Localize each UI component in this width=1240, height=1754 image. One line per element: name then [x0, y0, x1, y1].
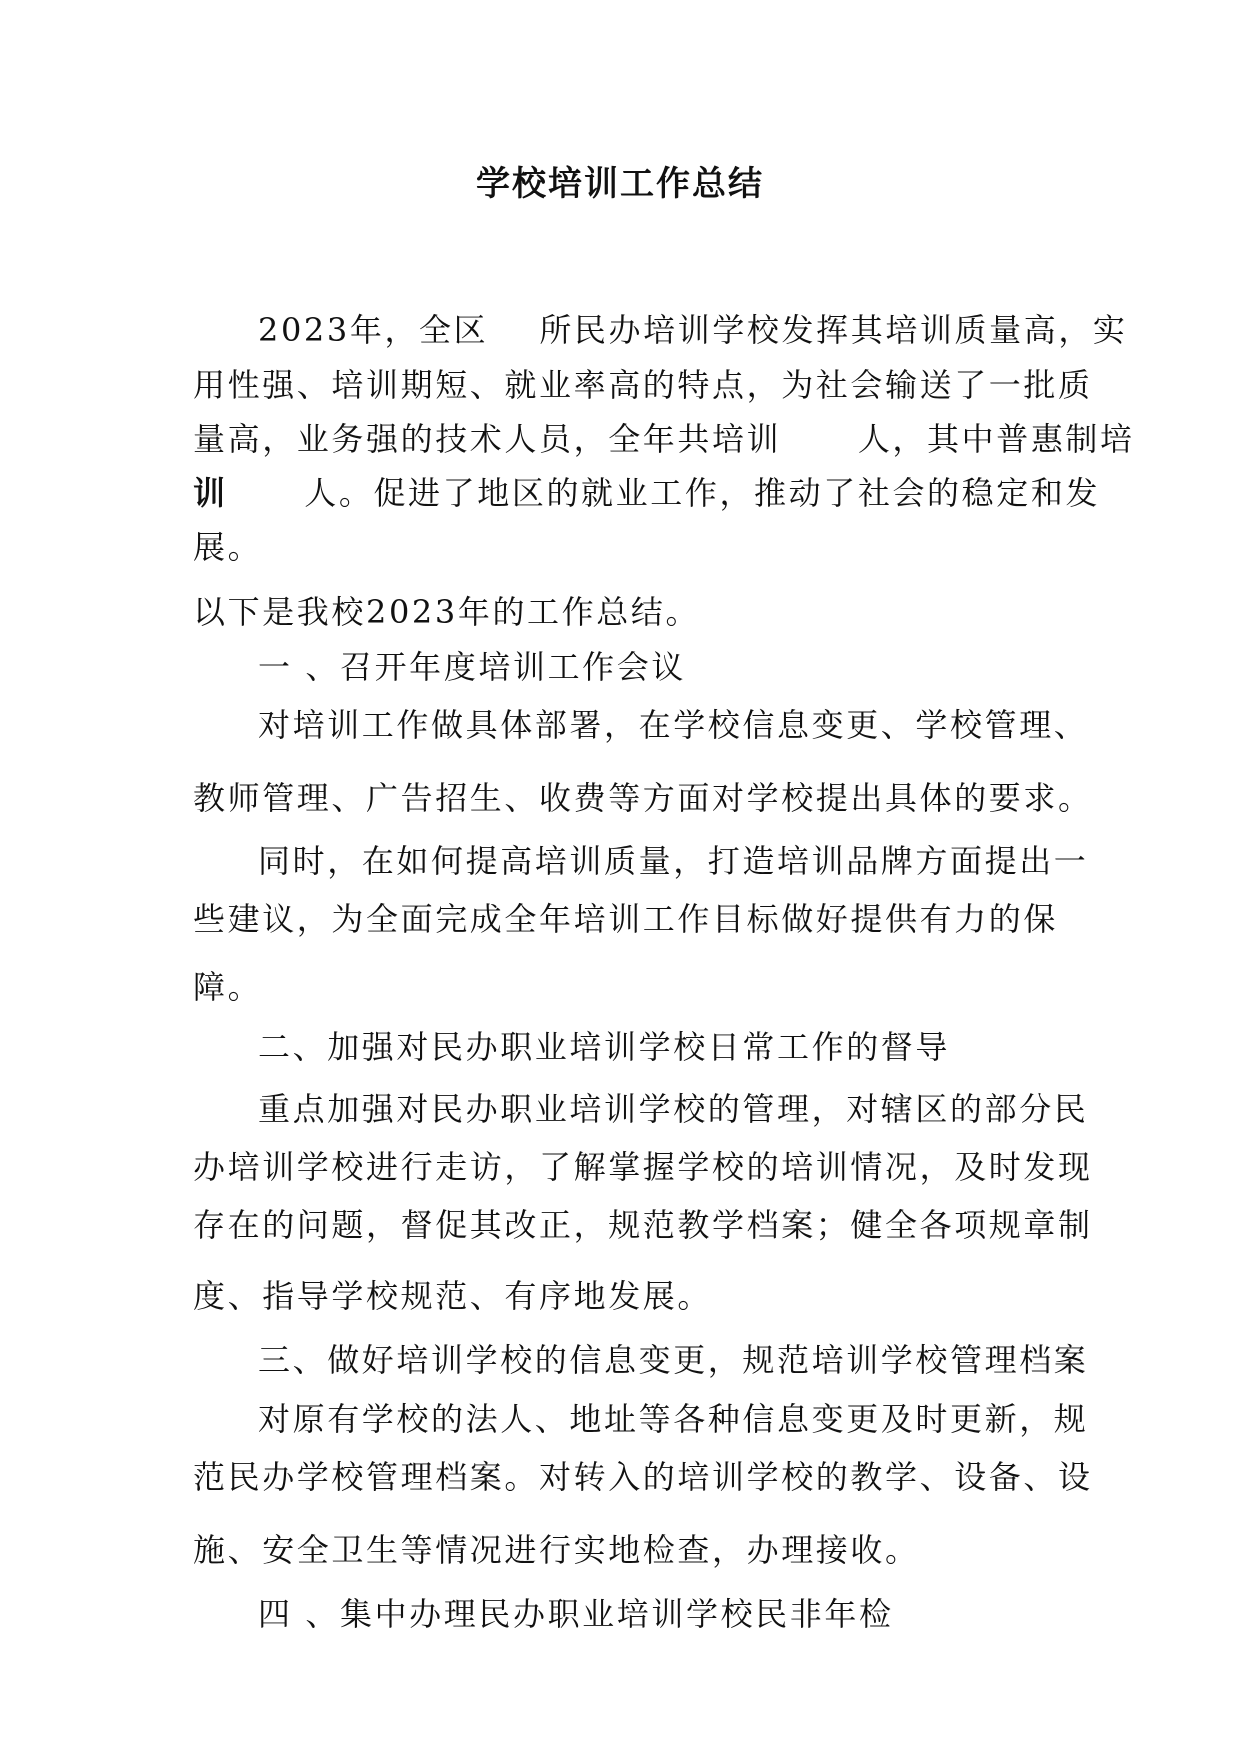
section-2-line-3: 存在的问题，督促其改正，规范教学档案；健全各项规章制	[193, 1206, 1093, 1244]
section-2-heading: 二、加强对民办职业培训学校日常工作的督导	[258, 1028, 951, 1066]
section-2-line-2: 办培训学校进行走访，了解掌握学校的培训情况，及时发现	[193, 1148, 1093, 1186]
paragraph-1-line-3: 量高，业务强的技术人员，全年共培训 人，其中普惠制培	[193, 420, 1135, 458]
section-2-line-4: 度、指导学校规范、有序地发展。	[193, 1277, 713, 1315]
paragraph-1-line-5: 展。	[193, 528, 263, 566]
section-1-line-4: 些建议，为全面完成全年培训工作目标做好提供有力的保	[193, 900, 1059, 938]
paragraph-1-line-4	[193, 471, 1100, 515]
section-2-line-1: 重点加强对民办职业培训学校的管理，对辖区的部分民	[258, 1090, 1089, 1128]
section-3-line-1: 对原有学校的法人、地址等各种信息变更及时更新，规	[258, 1400, 1089, 1438]
section-1-line-5: 障。	[193, 968, 263, 1006]
intro-line: 以下是我校2023年的工作总结。	[193, 593, 701, 631]
paragraph-1-line-4-rest: 人。促进了地区的就业工作，推动了社会的稳定和发	[227, 474, 1101, 512]
section-3-heading: 三、做好培训学校的信息变更，规范培训学校管理档案	[258, 1341, 1089, 1379]
document-title: 学校培训工作总结	[476, 164, 764, 204]
section-3-line-2: 范民办学校管理档案。对转入的培训学校的教学、设备、设	[193, 1458, 1093, 1496]
section-1-heading: 一 、召开年度培训工作会议	[258, 648, 686, 686]
paragraph-1-line-1: 2023年，全区 所民办培训学校发挥其培训质量高，实	[258, 311, 1128, 349]
section-1-line-3: 同时，在如何提高培训质量，打造培训品牌方面提出一	[258, 842, 1089, 880]
section-3-line-3: 施、安全卫生等情况进行实地检查，办理接收。	[193, 1531, 920, 1569]
paragraph-1-line-4-lead: 训	[193, 474, 228, 512]
section-1-line-2: 教师管理、广告招生、收费等方面对学校提出具体的要求。	[193, 779, 1093, 817]
paragraph-1-line-2: 用性强、培训期短、就业率高的特点，为社会输送了一批质	[193, 366, 1093, 404]
section-4-heading: 四 、集中办理民办职业培训学校民非年检	[258, 1595, 894, 1633]
section-1-line-1: 对培训工作做具体部署，在学校信息变更、学校管理、	[258, 706, 1089, 744]
